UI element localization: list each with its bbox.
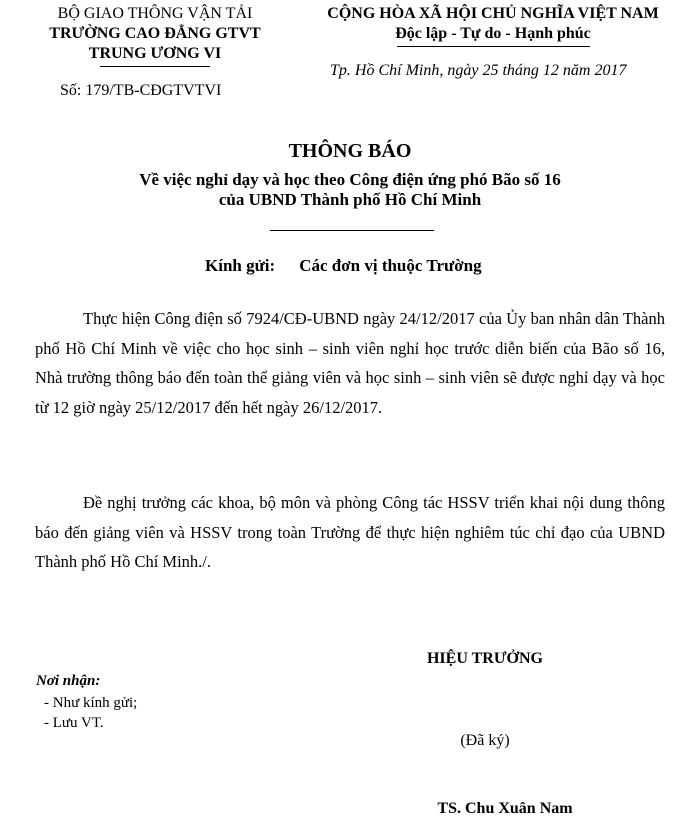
document-number: Số: 179/TB-CĐGTVTVI [60,82,222,99]
document-title: THÔNG BÁO [288,140,412,162]
subtitle-line-2: của UBND Thành phố Hồ Chí Minh [218,190,482,209]
recipient-value: Các đơn vị thuộc Trường [299,256,482,275]
issuing-agency [25,4,285,64]
recipient-label: Kính gửi: [205,256,276,275]
place-date: Tp. Hồ Chí Minh, ngày 25 tháng 12 năm 2017 [330,62,627,79]
agency-underline [100,66,210,67]
distribution-item: - Lưu VT. [44,715,104,731]
recipient-line [205,256,482,276]
document-subtitle [0,170,700,210]
country-name: CỘNG HÒA XÃ HỘI CHỦ NGHĨA VIỆT NAM [327,5,659,22]
national-motto: Độc lập - Tự do - Hạnh phúc [395,25,591,42]
subtitle-line-1: Về việc nghỉ dạy và học theo Công điện ứng phó Bão số 16 [139,170,561,189]
ministry-name: BỘ GIAO THÔNG VẬN TẢI [57,5,253,22]
school-name-line2: TRUNG ƯƠNG VI [88,45,222,62]
signer-name: TS. Chu Xuân Nam [437,800,573,817]
body-paragraph-1: Thực hiện Công điện số 7924/CĐ-UBND ngày 24/12/2017 của Ủy ban nhân dân Thành phố Hồ Chí Minh về việc cho học sinh – sinh viên nghỉ học trước diễn biến của Bão số 16, Nhà trường thông báo đến toàn thể giảng viên và học sinh – sinh viên sẽ được nghỉ dạy và học từ 12 giờ ngày 25/12/2017 đến hết ngày 26/12/2017. [35,309,665,417]
title-underline [270,230,434,231]
signed-note: (Đã ký) [460,732,510,749]
national-heading [303,4,683,44]
distribution-item: - Như kính gửi; [44,695,138,711]
signer-position: HIỆU TRƯỞNG [426,650,543,667]
distribution-list [44,693,137,733]
distribution-label: Nơi nhận: [36,673,101,689]
motto-underline [397,46,590,47]
school-name: TRƯỜNG CAO ĐẲNG GTVT [49,25,261,42]
body-paragraph-2: Đề nghị trưởng các khoa, bộ môn và phòng Công tác HSSV triển khai nội dung thông báo đến giảng viên và HSSV trong toàn Trường để thực hiện nghiêm túc chỉ đạo của UBND Thành phố Hồ Chí Minh./. [35,493,665,571]
